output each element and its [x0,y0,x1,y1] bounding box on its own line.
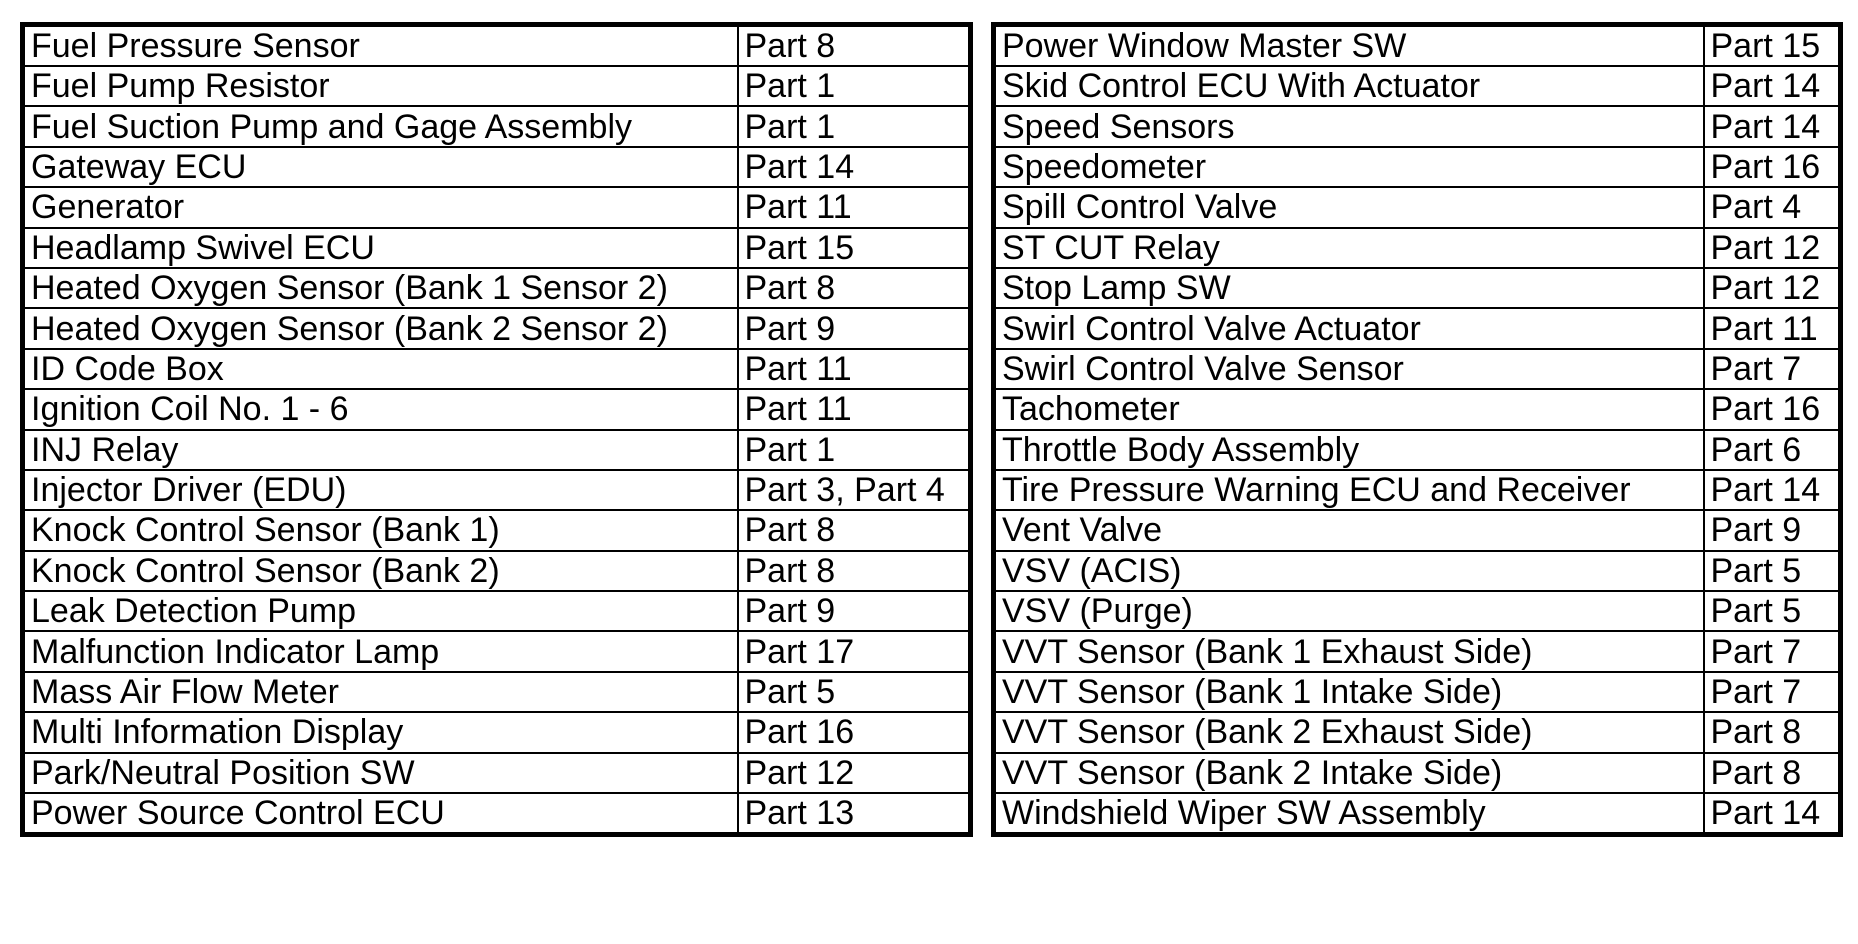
table-row [23,712,971,752]
part-reference-cell: Part 8 [738,268,971,308]
part-reference-cell: Part 5 [1704,591,1841,631]
component-name-cell: Leak Detection Pump [23,591,738,631]
table-row [23,228,971,268]
part-reference-cell: Part 14 [1704,66,1841,106]
component-name-cell: ID Code Box [23,349,738,389]
part-reference-cell: Part 9 [738,308,971,348]
part-reference-cell: Part 11 [738,187,971,227]
table-row [23,430,971,470]
table-row [23,187,971,227]
part-reference-cell: Part 11 [738,389,971,429]
component-name-cell: VVT Sensor (Bank 1 Exhaust Side) [994,631,1704,671]
table-row [23,672,971,712]
component-name-cell: Skid Control ECU With Actuator [994,66,1704,106]
component-name-cell: Knock Control Sensor (Bank 2) [23,551,738,591]
component-name-cell: Speedometer [994,147,1704,187]
component-name-cell: ST CUT Relay [994,228,1704,268]
part-reference-cell: Part 8 [738,510,971,550]
right-component-table [991,22,1843,837]
table-row [23,147,971,187]
part-reference-cell: Part 4 [1704,187,1841,227]
table-row [23,106,971,146]
component-name-cell: Ignition Coil No. 1 - 6 [23,389,738,429]
part-reference-cell: Part 11 [738,349,971,389]
part-reference-cell: Part 9 [1704,510,1841,550]
table-row [23,268,971,308]
table-row [23,349,971,389]
part-reference-cell: Part 14 [1704,106,1841,146]
component-name-cell: Generator [23,187,738,227]
component-name-cell: Swirl Control Valve Sensor [994,349,1704,389]
table-row [994,470,1841,510]
component-name-cell: INJ Relay [23,430,738,470]
part-reference-cell: Part 5 [1704,551,1841,591]
table-row [23,308,971,348]
component-name-cell: Heated Oxygen Sensor (Bank 1 Sensor 2) [23,268,738,308]
part-reference-cell: Part 12 [1704,268,1841,308]
component-index [20,22,1843,837]
table-row [994,712,1841,752]
component-name-cell: VSV (ACIS) [994,551,1704,591]
part-reference-cell: Part 7 [1704,672,1841,712]
component-name-cell: Injector Driver (EDU) [23,470,738,510]
part-reference-cell: Part 8 [1704,712,1841,752]
table-row [23,631,971,671]
part-reference-cell: Part 11 [1704,308,1841,348]
part-reference-cell: Part 5 [738,672,971,712]
part-reference-cell: Part 1 [738,66,971,106]
component-name-cell: VSV (Purge) [994,591,1704,631]
table-row [994,25,1841,67]
component-name-cell: Power Source Control ECU [23,793,738,835]
component-name-cell: Speed Sensors [994,106,1704,146]
table-row [994,753,1841,793]
component-name-cell: Knock Control Sensor (Bank 1) [23,510,738,550]
component-name-cell: Headlamp Swivel ECU [23,228,738,268]
part-reference-cell: Part 6 [1704,430,1841,470]
component-name-cell: VVT Sensor (Bank 2 Intake Side) [994,753,1704,793]
part-reference-cell: Part 15 [1704,25,1841,67]
table-row [23,793,971,835]
component-name-cell: Tachometer [994,389,1704,429]
component-name-cell: Mass Air Flow Meter [23,672,738,712]
table-row [994,389,1841,429]
table-row [994,631,1841,671]
component-name-cell: Fuel Suction Pump and Gage Assembly [23,106,738,146]
part-reference-cell: Part 8 [738,551,971,591]
part-reference-cell: Part 7 [1704,349,1841,389]
part-reference-cell: Part 15 [738,228,971,268]
component-name-cell: Malfunction Indicator Lamp [23,631,738,671]
part-reference-cell: Part 16 [1704,147,1841,187]
component-name-cell: VVT Sensor (Bank 1 Intake Side) [994,672,1704,712]
part-reference-cell: Part 17 [738,631,971,671]
table-row [994,551,1841,591]
table-row [994,106,1841,146]
component-name-cell: VVT Sensor (Bank 2 Exhaust Side) [994,712,1704,752]
part-reference-cell: Part 14 [738,147,971,187]
part-reference-cell: Part 9 [738,591,971,631]
part-reference-cell: Part 14 [1704,470,1841,510]
component-name-cell: Vent Valve [994,510,1704,550]
table-row [994,793,1841,835]
component-name-cell: Fuel Pressure Sensor [23,25,738,67]
part-reference-cell: Part 12 [738,753,971,793]
part-reference-cell: Part 1 [738,430,971,470]
component-name-cell: Windshield Wiper SW Assembly [994,793,1704,835]
part-reference-cell: Part 8 [1704,753,1841,793]
table-row [23,66,971,106]
component-name-cell: Swirl Control Valve Actuator [994,308,1704,348]
component-name-cell: Stop Lamp SW [994,268,1704,308]
table-row [994,510,1841,550]
table-row [994,268,1841,308]
part-reference-cell: Part 7 [1704,631,1841,671]
part-reference-cell: Part 3, Part 4 [738,470,971,510]
table-row [23,551,971,591]
part-reference-cell: Part 16 [1704,389,1841,429]
part-reference-cell: Part 14 [1704,793,1841,835]
component-name-cell: Power Window Master SW [994,25,1704,67]
left-component-table [20,22,973,837]
table-row [994,228,1841,268]
table-row [23,591,971,631]
component-name-cell: Throttle Body Assembly [994,430,1704,470]
table-row [994,66,1841,106]
table-row [23,25,971,67]
part-reference-cell: Part 12 [1704,228,1841,268]
component-name-cell: Multi Information Display [23,712,738,752]
part-reference-cell: Part 1 [738,106,971,146]
table-row [994,430,1841,470]
table-row [994,672,1841,712]
part-reference-cell: Part 13 [738,793,971,835]
table-row [994,308,1841,348]
table-row [994,349,1841,389]
component-name-cell: Spill Control Valve [994,187,1704,227]
component-name-cell: Gateway ECU [23,147,738,187]
table-row [994,187,1841,227]
table-row [23,510,971,550]
part-reference-cell: Part 16 [738,712,971,752]
table-row [994,591,1841,631]
table-row [23,389,971,429]
part-reference-cell: Part 8 [738,25,971,67]
component-name-cell: Fuel Pump Resistor [23,66,738,106]
table-row [23,753,971,793]
component-name-cell: Park/Neutral Position SW [23,753,738,793]
table-row [23,470,971,510]
table-row [994,147,1841,187]
component-name-cell: Tire Pressure Warning ECU and Receiver [994,470,1704,510]
component-name-cell: Heated Oxygen Sensor (Bank 2 Sensor 2) [23,308,738,348]
